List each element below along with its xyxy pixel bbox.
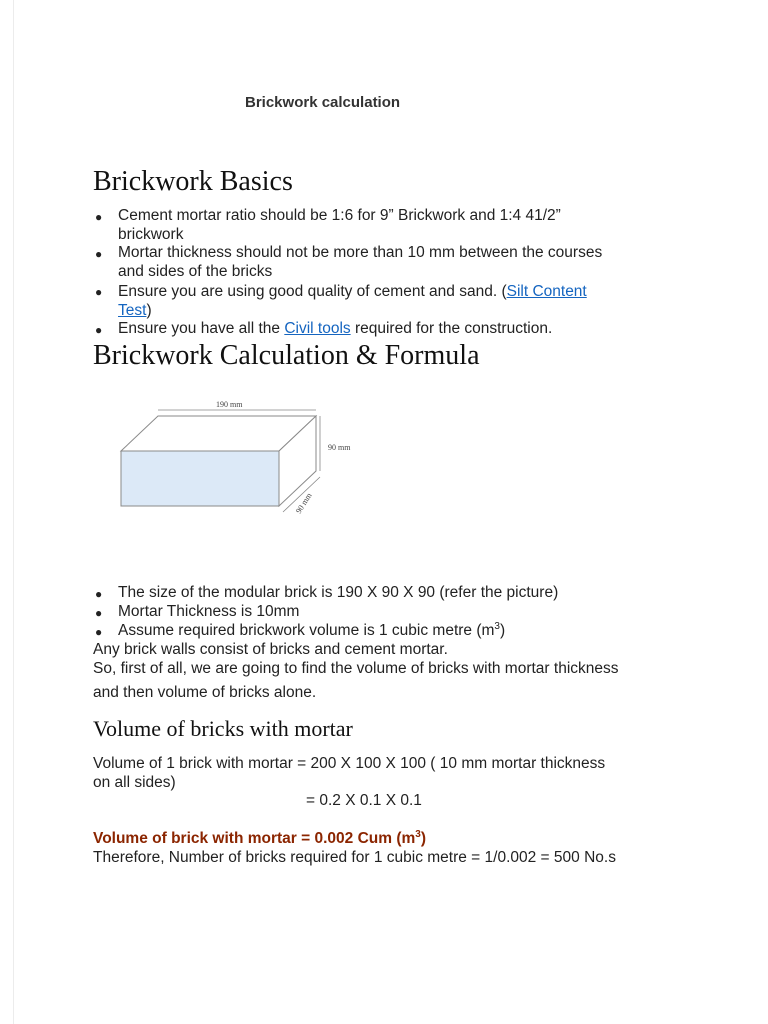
dimension-label-width: 90 mm	[294, 491, 314, 516]
bullet-icon: ●	[95, 285, 103, 299]
silt-content-link-continued[interactable]: Test	[118, 302, 147, 319]
superscript: 3	[415, 828, 421, 840]
spec-item: The size of the modular brick is 190 X 90 X 90 (refer the picture)	[118, 584, 559, 601]
list-item-text: )	[146, 302, 152, 319]
spec-item	[118, 621, 505, 640]
list-item	[118, 282, 587, 320]
bullet-icon: ●	[95, 606, 103, 620]
bullet-icon: ●	[95, 247, 103, 261]
page-edge-divider	[13, 0, 14, 1024]
bullet-icon: ●	[95, 625, 103, 639]
brick-front-face	[121, 451, 279, 506]
paragraph-line: and then volume of bricks alone.	[93, 684, 317, 701]
list-item-text: Ensure you have all the	[118, 320, 285, 337]
result-text: )	[420, 830, 427, 847]
civil-tools-link[interactable]: Civil tools	[284, 320, 351, 337]
list-item-text: Mortar thickness should not be more than 10 mm between the courses	[118, 244, 603, 261]
volume-line: Volume of 1 brick with mortar = 200 X 100 X 100 ( 10 mm mortar thickness	[93, 755, 606, 772]
dimension-label-height: 90 mm	[328, 443, 351, 452]
list-item	[118, 243, 602, 281]
volume-calculation: = 0.2 X 0.1 X 0.1	[306, 792, 422, 809]
bullet-icon: ●	[95, 323, 103, 337]
result-text: Volume of brick with mortar = 0.002 Cum (m	[93, 830, 416, 847]
bullet-icon: ●	[95, 587, 103, 601]
list-item-text: and sides of the bricks	[118, 263, 273, 280]
list-item	[118, 319, 552, 338]
dimension-label-length: 190 mm	[216, 400, 243, 409]
heading-calculation-formula: Brickwork Calculation & Formula	[93, 340, 480, 371]
paragraph-line: So, first of all, we are going to find the volume of bricks with mortar thickness	[93, 660, 619, 677]
superscript: 3	[494, 620, 500, 632]
brick-diagram	[108, 396, 368, 526]
paragraph-line: Any brick walls consist of bricks and cement mortar.	[93, 641, 448, 658]
spec-item: Mortar Thickness is 10mm	[118, 603, 300, 620]
spec-text: Assume required brickwork volume is 1 cubic metre (m	[118, 622, 495, 639]
list-item-text: required for the construction.	[350, 320, 553, 337]
therefore-line: Therefore, Number of bricks required for 1 cubic metre = 1/0.002 = 500 No.s	[93, 849, 616, 866]
list-item-text: Cement mortar ratio should be 1:6 for 9” Brickwork and 1:4 41/2”	[118, 207, 561, 224]
volume-line: on all sides)	[93, 774, 176, 791]
heading-brickwork-basics: Brickwork Basics	[93, 166, 293, 197]
list-item	[118, 206, 561, 244]
list-item-text: Ensure you are using good quality of cement and sand. (	[118, 283, 507, 300]
result-highlight	[93, 829, 426, 848]
list-item-text: brickwork	[118, 226, 184, 243]
bullet-icon: ●	[95, 210, 103, 224]
spec-text: )	[499, 622, 506, 639]
heading-volume-with-mortar: Volume of bricks with mortar	[93, 716, 353, 741]
silt-content-link[interactable]: Silt Content	[506, 283, 587, 300]
document-title: Brickwork calculation	[245, 94, 401, 111]
